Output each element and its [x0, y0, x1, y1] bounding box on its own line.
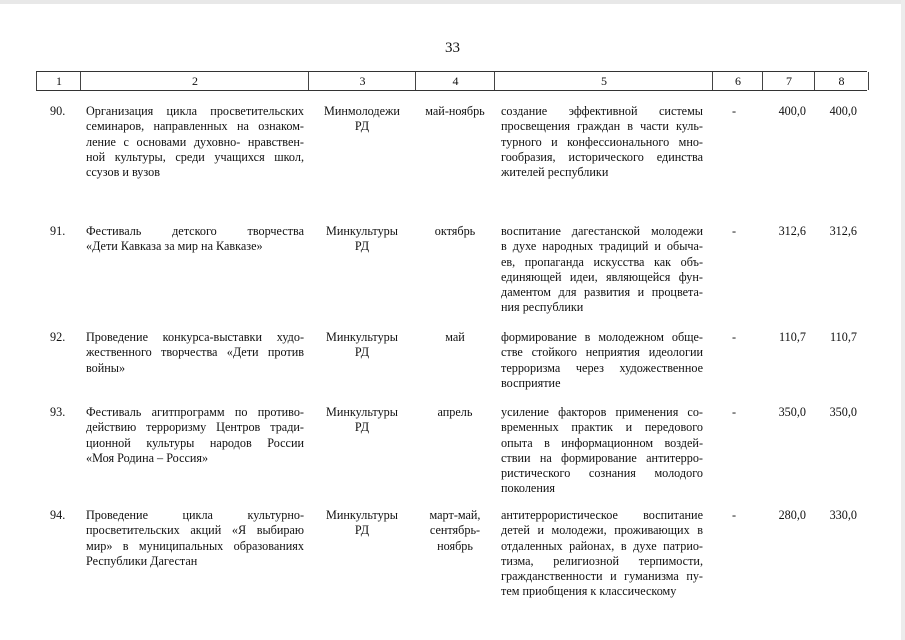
activity-name-line: «Дети Кавказа за мир на Кавказе»	[86, 239, 263, 254]
col6-value: -	[731, 224, 737, 238]
activity-name-line: Проведение цикла культурно-	[86, 508, 304, 522]
activity-name	[86, 330, 304, 376]
responsible-org-line: Минмолодежи	[324, 104, 400, 118]
expected-result-line: создание эффективной системы	[501, 104, 703, 118]
responsible-org-line: Минкультуры	[326, 508, 398, 522]
activity-name-line: ной культуры, среди учащихся школ,	[86, 149, 304, 164]
activity-name	[86, 405, 304, 466]
col6-value: -	[731, 330, 737, 344]
col7-value: 280,0	[778, 508, 806, 522]
expected-result-line: жителей республики	[501, 165, 609, 180]
expected-result-line: поколения	[501, 481, 555, 496]
responsible-org-line: РД	[354, 523, 370, 538]
page-number: 33	[445, 40, 460, 56]
col7-value: 312,6	[778, 224, 806, 238]
expected-result-line: усиление факторов применения со-	[501, 405, 703, 419]
col7-value: 110,7	[779, 330, 806, 344]
expected-result-line: ристического сознания молодого	[501, 466, 703, 481]
responsible-org-line: РД	[354, 420, 370, 435]
expected-result-line: опыта в информационном воздей-	[501, 435, 703, 450]
expected-result-line: детей и молодежи, проживающих в	[501, 523, 703, 538]
expected-result	[501, 330, 703, 391]
activity-name-line: ционной культуры народов России	[86, 435, 304, 450]
column-header-4: 4	[415, 72, 495, 90]
expected-result-line: отдаленных районах, в духе патрио-	[501, 538, 703, 553]
activity-name-line: жественного творчества «Дети против	[86, 345, 304, 360]
col6-value: -	[731, 405, 737, 419]
activity-name	[86, 104, 304, 180]
expected-result-line: тем приобщения к классическому	[501, 584, 677, 599]
col8-value: 312,6	[829, 224, 857, 238]
responsible-org	[312, 224, 412, 255]
activity-name-line: ссузов и вузов	[86, 165, 160, 180]
expected-result-line: временных практик и передового	[501, 420, 703, 435]
column-header-8: 8	[814, 72, 869, 90]
expected-result	[501, 224, 703, 316]
expected-result-line: формирование в молодежном обще-	[501, 330, 703, 344]
responsible-org	[312, 508, 412, 539]
activity-name-line: «Моя Родина – Россия»	[86, 450, 209, 465]
expected-result-line: гражданственности и гуманизма пу-	[501, 569, 703, 584]
scan-edge	[901, 0, 905, 640]
activity-name-line: ление с основами духовно- нравствен-	[86, 134, 304, 149]
scan-edge	[0, 0, 905, 4]
expected-result-line: в духе народных традиций и обыча-	[501, 239, 703, 254]
activity-name-line: войны»	[86, 360, 126, 375]
period	[416, 330, 494, 345]
period-line: ноябрь	[437, 538, 473, 553]
responsible-org-line: Минкультуры	[326, 224, 398, 238]
col6-value: -	[731, 104, 737, 118]
column-header-2: 2	[80, 72, 309, 90]
period-line: сентябрь-	[429, 523, 481, 538]
expected-result	[501, 104, 703, 180]
row-number: 94.	[50, 508, 66, 522]
row-number: 90.	[50, 104, 66, 118]
expected-result-line: турного и конфессионального мно-	[501, 134, 703, 149]
period	[416, 104, 494, 119]
col8-value: 330,0	[829, 508, 857, 522]
table-header-bottom-rule	[36, 90, 867, 91]
period	[416, 224, 494, 239]
responsible-org-line: Минкультуры	[326, 405, 398, 419]
responsible-org-line: РД	[354, 239, 370, 254]
responsible-org-line: Минкультуры	[326, 330, 398, 344]
period-line: октябрь	[434, 224, 476, 238]
responsible-org-line: РД	[354, 119, 370, 134]
activity-name-line: просветительских акций «Я выбираю	[86, 523, 304, 538]
row-number: 93.	[50, 405, 66, 419]
expected-result-line: ствии на формирование антитерро-	[501, 450, 703, 465]
expected-result-line: единяющей идеи, являющейся фун-	[501, 269, 703, 284]
responsible-org	[312, 405, 412, 436]
column-header-1: 1	[36, 72, 81, 90]
activity-name-line: Фестиваль агитпрограмм по противо-	[86, 405, 304, 419]
activity-name	[86, 508, 304, 569]
col8-value: 110,7	[830, 330, 857, 344]
period	[416, 508, 494, 554]
expected-result-line: восприятие	[501, 375, 561, 390]
period-line: май-ноябрь	[425, 104, 485, 118]
row-number: 92.	[50, 330, 66, 344]
column-header-7: 7	[762, 72, 815, 90]
activity-name	[86, 224, 304, 255]
activity-name-line: мир» в муниципальных образованиях	[86, 538, 304, 553]
column-header-6: 6	[712, 72, 763, 90]
expected-result	[501, 508, 703, 600]
col7-value: 400,0	[778, 104, 806, 118]
col8-value: 400,0	[829, 104, 857, 118]
expected-result-line: стве стойкого неприятия идеологии	[501, 345, 703, 360]
activity-name-line: семинаров, направленных на ознаком-	[86, 119, 304, 134]
col7-value: 350,0	[778, 405, 806, 419]
responsible-org	[312, 104, 412, 135]
col6-value: -	[731, 508, 737, 522]
column-header-3: 3	[308, 72, 416, 90]
expected-result-line: даментом для развития и процвета-	[501, 285, 703, 300]
activity-name-line: действию терроризму Центров тради-	[86, 420, 304, 435]
expected-result-line: ния республики	[501, 300, 584, 315]
expected-result-line: воспитание дагестанской молодежи	[501, 224, 703, 238]
activity-name-line: Организация цикла просветительских	[86, 104, 304, 118]
responsible-org-line: РД	[354, 345, 370, 360]
expected-result-line: ев, пропаганда искусства как объ-	[501, 254, 703, 269]
period-line: апрель	[437, 405, 473, 419]
period-line: май	[445, 330, 465, 344]
expected-result-line: антитеррористическое воспитание	[501, 508, 703, 522]
activity-name-line: Проведение конкурса-выставки худо-	[86, 330, 304, 344]
responsible-org	[312, 330, 412, 361]
period-line: март-май,	[429, 508, 481, 522]
row-number: 91.	[50, 224, 66, 238]
expected-result-line: гообразия, исторического единства	[501, 149, 703, 164]
expected-result	[501, 405, 703, 497]
expected-result-line: просвещения граждан в части куль-	[501, 119, 703, 134]
period	[416, 405, 494, 420]
activity-name-line: Фестиваль детского творчества	[86, 224, 304, 238]
col8-value: 350,0	[829, 405, 857, 419]
activity-name-line: Республики Дагестан	[86, 553, 198, 568]
expected-result-line: терроризма через художественное	[501, 360, 703, 375]
column-header-5: 5	[494, 72, 713, 90]
expected-result-line: тизма, религиозной терпимости,	[501, 553, 703, 568]
